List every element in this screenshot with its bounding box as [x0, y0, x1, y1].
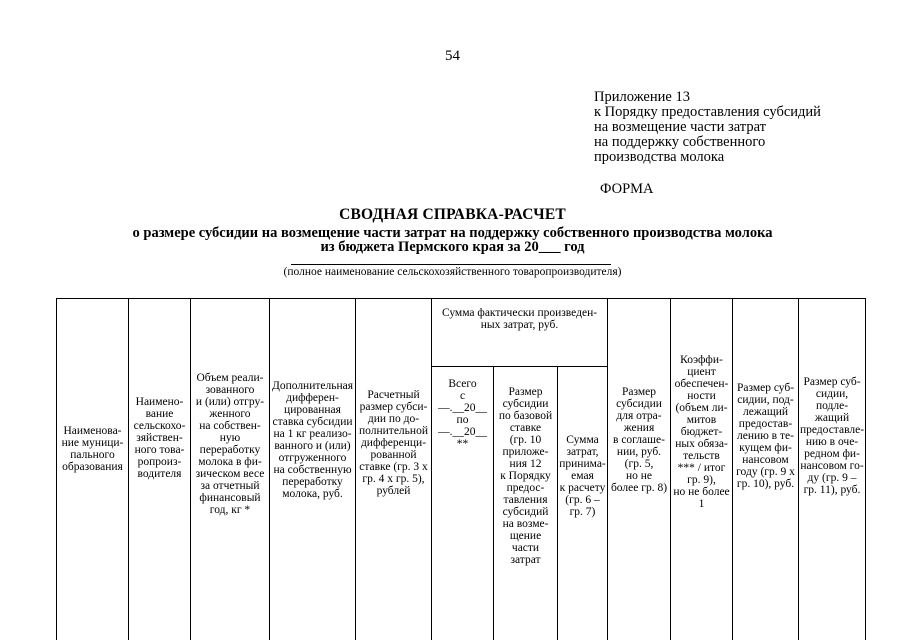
appendix-line: к Порядку предоставления субсидий [594, 104, 821, 120]
appendix-block [594, 90, 821, 165]
appendix-line: на возмещение части затрат [594, 119, 766, 135]
header-additional-rate: Дополнительная дифферен- цированная ставка субсидии на 1 кг реализо- ванного и (или) отгруженного на собственную переработку молока, руб. [271, 380, 354, 500]
appendix-line: производства молока [594, 149, 725, 165]
header-accepted-costs: Сумма затрат, принима- емая к расчету (гр. 6 – гр. 7) [559, 434, 606, 518]
header-agreement-subsidy: Размер субсидии для отра- жения в соглаше- нии, руб. (гр. 5, но не более гр. 8) [610, 386, 668, 494]
header-producer-name: Наимено- вание сельскохо- зяйствен- ного това- ропроиз- водителя [133, 396, 186, 480]
header-coverage-coefficient: Коэффи- циент обеспечен- ности (объем ли- митов бюджет- ных обяза- тельств *** / итог гр. 9), но не более 1 [673, 354, 730, 510]
fill-in-caption: (полное наименование сельскохозяйственного товаропроизводителя) [283, 266, 622, 278]
header-total-period: Всего с —.__20__ по —.__20__ ** [438, 378, 487, 450]
column-divider [431, 298, 432, 640]
page-number: 54 [445, 48, 460, 64]
group-header-divider [431, 366, 607, 367]
appendix-line: на поддержку собственного [594, 134, 766, 150]
header-calculated-subsidy: Расчетный размер субси- дии по до- полнительной дифференци- рованной ставке (гр. 3 х гр. 4 х гр. 5), рублей [359, 389, 428, 497]
document-title: СВОДНАЯ СПРАВКА-РАСЧЕТ [339, 206, 566, 223]
fill-in-line [291, 264, 611, 265]
document-subtitle [0, 226, 905, 254]
appendix-line: Приложение 13 [594, 89, 690, 105]
header-municipality: Наименова- ние муници- пального образования [61, 425, 124, 473]
forma-label: ФОРМА [600, 181, 654, 197]
subtitle-line: о размере субсидии на возмещение части затрат на поддержку собственного производства молока [132, 225, 773, 241]
header-actual-costs: Сумма фактически произведен- ных затрат, руб. [441, 307, 598, 331]
header-current-year-subsidy: Размер суб- сидии, под- лежащий предостав- лению в те- кущем фи- нансовом году (гр. 9 х гр. 10), руб. [736, 382, 795, 490]
header-milk-volume: Объем реали- зованного и (или) отгру- женного на собствен- ную переработку молока в фи- зическом весе за отчетный финансовый год, кг * [195, 372, 265, 516]
table-border-right [865, 298, 866, 640]
header-next-year-subsidy: Размер суб- сидии, подле- жащий предоставле- нию в оче- редном фи- нансовом го- ду (гр. 9 – гр. 11), руб. [799, 376, 865, 496]
header-base-rate-subsidy: Размер субсидии по базовой ставке (гр. 10 приложе- ния 12 к Порядку предос- тавления субсидий на возме- щение части затрат [498, 386, 553, 566]
table-border-top [56, 298, 866, 299]
subtitle-line: из бюджета Пермского края за 20___ год [320, 239, 585, 255]
summary-table [56, 298, 866, 640]
